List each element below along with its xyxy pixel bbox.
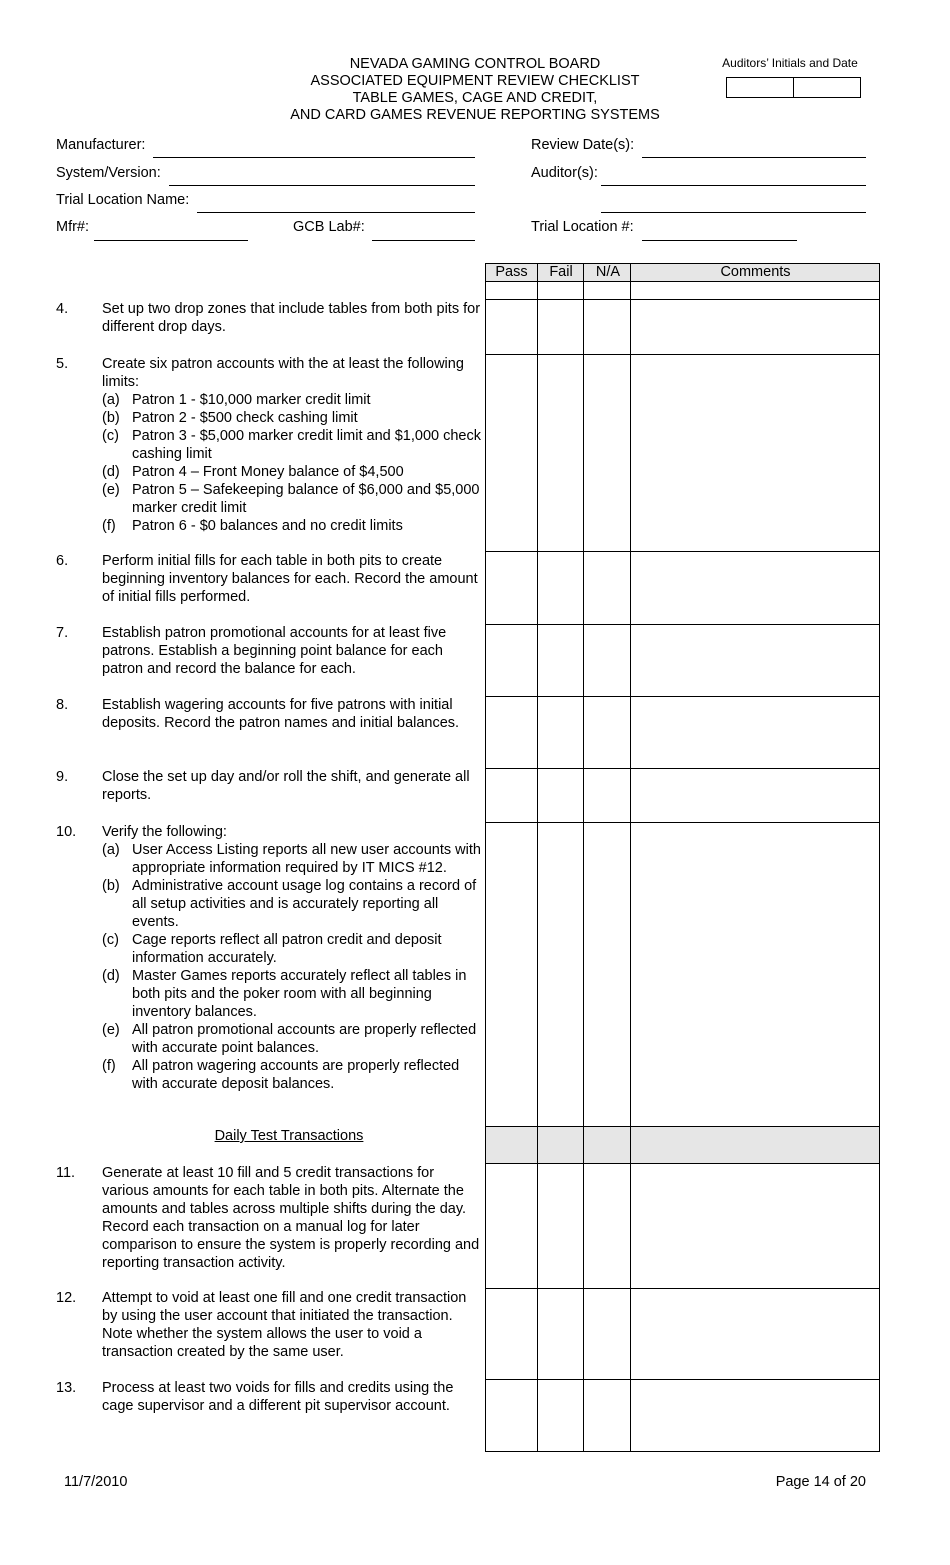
footer-page: Page 14 of 20 <box>775 1474 866 1490</box>
item-text: Establish patron promotional accounts for at least five patrons. Establish a beginning point balance for each patron and record the balance for each. <box>102 625 447 677</box>
sub-item: (d) Patron 4 – Front Money balance of $4,500 <box>102 464 404 480</box>
title-line: ASSOCIATED EQUIPMENT REVIEW CHECKLIST <box>310 73 640 89</box>
na-header: N/A <box>595 264 621 280</box>
checklist-item <box>0 1379 484 1439</box>
sub-item: (f) Patron 6 - $0 balances and no credit limits <box>102 518 403 534</box>
title-line: AND CARD GAMES REVENUE REPORTING SYSTEMS <box>290 107 660 123</box>
item-number: 6. <box>56 553 69 569</box>
sub-item: (a) Patron 1 - $10,000 marker credit limit <box>102 392 371 408</box>
trial-location-name-field[interactable] <box>197 212 475 213</box>
sub-item: (c) Patron 3 - $5,000 marker credit limit and $1,000 check cashing limit <box>102 428 481 462</box>
section-heading: Daily Test Transactions <box>214 1128 364 1144</box>
manufacturer-label: Manufacturer: <box>56 137 146 153</box>
item-text: Create six patron accounts with the at least the following limits: <box>102 356 464 390</box>
item-number: 8. <box>56 697 69 713</box>
item-text: Process at least two voids for fills and credits using the cage supervisor and a different pit supervisor account. <box>102 1380 454 1414</box>
checklist-item <box>0 696 484 756</box>
item-text: Establish wagering accounts for five patrons with initial deposits. Record the patron names and initial balances. <box>102 697 460 731</box>
trial-location-num-field[interactable] <box>642 240 797 241</box>
title-line: TABLE GAMES, CAGE AND CREDIT, <box>352 90 598 106</box>
initials-cell[interactable] <box>727 78 794 97</box>
checklist-item <box>0 624 484 684</box>
item-number: 12. <box>56 1290 77 1306</box>
date-cell[interactable] <box>794 78 860 97</box>
title-line: NEVADA GAMING CONTROL BOARD <box>349 56 601 72</box>
auditors-label: Auditor(s): <box>531 165 598 181</box>
checklist-item <box>0 300 484 340</box>
item-number: 11. <box>56 1165 76 1181</box>
auditors-field-2[interactable] <box>601 212 866 213</box>
checklist-item <box>0 823 484 1113</box>
item-text: Verify the following: <box>102 824 227 840</box>
pass-header: Pass <box>495 264 528 280</box>
item-text: Perform initial fills for each table in both pits to create beginning inventory balances for each. Record the amount of initial fills performed. <box>102 553 478 605</box>
system-version-label: System/Version: <box>56 165 161 181</box>
checklist-item <box>0 552 484 612</box>
mfr-num-label: Mfr#: <box>56 219 90 235</box>
sub-item: (e) All patron promotional accounts are properly reflected with accurate point balances. <box>102 1022 477 1056</box>
sub-item: (b) Administrative account usage log contains a record of all setup activities and is accurately reporting all events. <box>102 878 477 930</box>
checklist-item <box>0 1164 484 1276</box>
sub-item: (c) Cage reports reflect all patron credit and deposit information accurately. <box>102 932 442 966</box>
item-text: Generate at least 10 fill and 5 credit transactions for various amounts for each table in both pits. Alternate the amounts and tables across multiple shifts during the day. Record each transaction on a manual log for later comparison to ensure the system is properly recording and reporting transaction activity. <box>102 1165 480 1271</box>
gcb-lab-num-label: GCB Lab#: <box>293 219 365 235</box>
section-shade <box>486 1127 879 1163</box>
item-number: 10. <box>56 824 77 840</box>
sub-item: (b) Patron 2 - $500 check cashing limit <box>102 410 358 426</box>
comments-header: Comments <box>720 264 791 280</box>
review-dates-field[interactable] <box>642 157 866 158</box>
fail-header: Fail <box>549 264 573 280</box>
trial-location-num-label: Trial Location #: <box>531 219 634 235</box>
manufacturer-field[interactable] <box>153 157 475 158</box>
checklist-item <box>0 355 484 545</box>
item-text: Attempt to void at least one fill and one credit transaction by using the user account that initiated the transaction. Note whether the system allows the user to void a transaction created by the same user. <box>102 1290 467 1360</box>
checklist-item <box>0 1289 484 1365</box>
item-number: 4. <box>56 301 69 317</box>
review-dates-label: Review Date(s): <box>531 137 635 153</box>
sub-item: (a) User Access Listing reports all new user accounts with appropriate information required by IT MICS #12. <box>102 842 481 876</box>
item-number: 13. <box>56 1380 77 1396</box>
item-text: Set up two drop zones that include tables from both pits for different drop days. <box>102 301 481 335</box>
auditors-initials-box[interactable] <box>726 77 861 98</box>
sub-item: (d) Master Games reports accurately reflect all tables in both pits and the poker room with all beginning inventory balances. <box>102 968 467 1020</box>
auditors-field[interactable] <box>601 185 866 186</box>
system-version-field[interactable] <box>169 185 475 186</box>
auditors-initials-label: Auditors’ Initials and Date <box>722 56 858 70</box>
item-number: 5. <box>56 356 69 372</box>
column-headers <box>486 263 879 281</box>
item-text: Close the set up day and/or roll the shift, and generate all reports. <box>102 769 470 803</box>
mfr-num-field[interactable] <box>94 240 248 241</box>
sub-item: (e) Patron 5 – Safekeeping balance of $6,000 and $5,000 marker credit limit <box>102 482 480 516</box>
sub-item: (f) All patron wagering accounts are properly reflected with accurate deposit balances. <box>102 1058 460 1092</box>
trial-location-name-label: Trial Location Name: <box>56 192 190 208</box>
document-title <box>240 56 710 124</box>
footer-date: 11/7/2010 <box>64 1474 128 1490</box>
item-number: 7. <box>56 625 69 641</box>
checklist-item <box>0 768 484 808</box>
gcb-lab-num-field[interactable] <box>372 240 475 241</box>
item-number: 9. <box>56 769 69 785</box>
